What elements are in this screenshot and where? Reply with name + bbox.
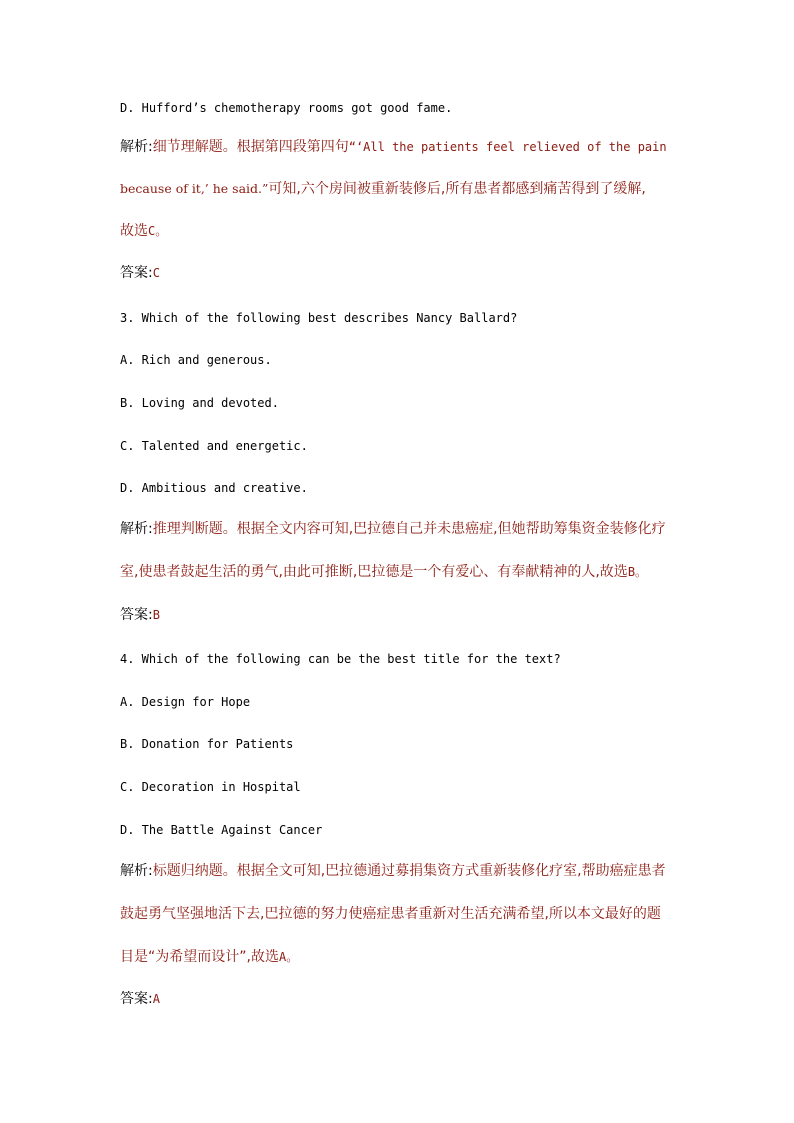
q4-analysis-line1: 解析:标题归纳题。根据全文可知,巴拉德通过募捐集资方式重新装修化疗室,帮助癌症患者 <box>120 863 666 879</box>
q4-answer <box>120 989 160 1009</box>
q2-analysis-line1 <box>120 137 667 157</box>
q3-analysis-choice: B。 <box>627 565 648 579</box>
q2-analysis-label: 解析: <box>120 139 153 155</box>
q4-option-d: D. The Battle Against Cancer <box>120 823 323 837</box>
q4-option-b: B. Donation for Patients <box>120 737 294 751</box>
q3-answer-value: B <box>152 608 160 622</box>
q2-answer-value: C <box>152 266 160 280</box>
q2-analysis-part2: 可知,六个房间被重新装修后,所有患者都感到痛苦得到了缓解, <box>268 181 646 197</box>
q3-answer-label: 答案: <box>120 607 153 623</box>
q4-analysis-line2: 鼓起勇气坚强地活下去,巴拉德的努力使癌症患者重新对生活充满希望,所以本文最好的题 <box>120 906 661 922</box>
q4-option-a: A. Design for Hope <box>120 695 251 709</box>
q2-analysis-choice: C。 <box>148 224 168 238</box>
q4-analysis-line3: 目是“为希望而设计”,故选A。 <box>120 949 299 965</box>
q2-analysis-line3: 故选C。 <box>120 223 168 239</box>
q4-answer-label: 答案: <box>120 991 153 1007</box>
q2-option-d: D. Hufford’s chemotherapy rooms got good fame. <box>120 101 453 115</box>
q2-answer-label: 答案: <box>120 265 153 281</box>
q3-answer <box>120 605 160 625</box>
q2-analysis-quote1: “‘All the patients feel relieved of the pain <box>348 140 667 154</box>
q4-question: 4. Which of the following can be the best title for the text? <box>120 652 561 666</box>
q2-analysis-part1: 细节理解题。根据第四段第四句 <box>152 139 349 155</box>
q4-option-c: C. Decoration in Hospital <box>120 780 301 794</box>
q4-answer-value: A <box>152 992 160 1006</box>
q3-analysis-label: 解析: <box>120 521 153 537</box>
q3-option-d: D. Ambitious and creative. <box>120 481 308 495</box>
q3-analysis-line2: 室,使患者鼓起生活的勇气,由此可推断,巴拉德是一个有爱心、有奉献精神的人,故选B。 <box>120 564 648 580</box>
q4-analysis-label: 解析: <box>120 863 153 879</box>
q4-analysis-choice: A。 <box>278 950 299 964</box>
q2-analysis-quote2: because of it,’ he said.” <box>120 181 269 196</box>
q2-answer <box>120 263 160 283</box>
q3-option-c: C. Talented and energetic. <box>120 439 308 453</box>
q3-question: 3. Which of the following best describes Nancy Ballard? <box>120 311 518 325</box>
q2-analysis-line2 <box>120 179 646 199</box>
q3-analysis-line1: 解析:推理判断题。根据全文内容可知,巴拉德自己并未患癌症,但她帮助筹集资金装修化疗 <box>120 521 666 537</box>
q3-option-b: B. Loving and devoted. <box>120 396 279 410</box>
q3-option-a: A. Rich and generous. <box>120 353 272 367</box>
